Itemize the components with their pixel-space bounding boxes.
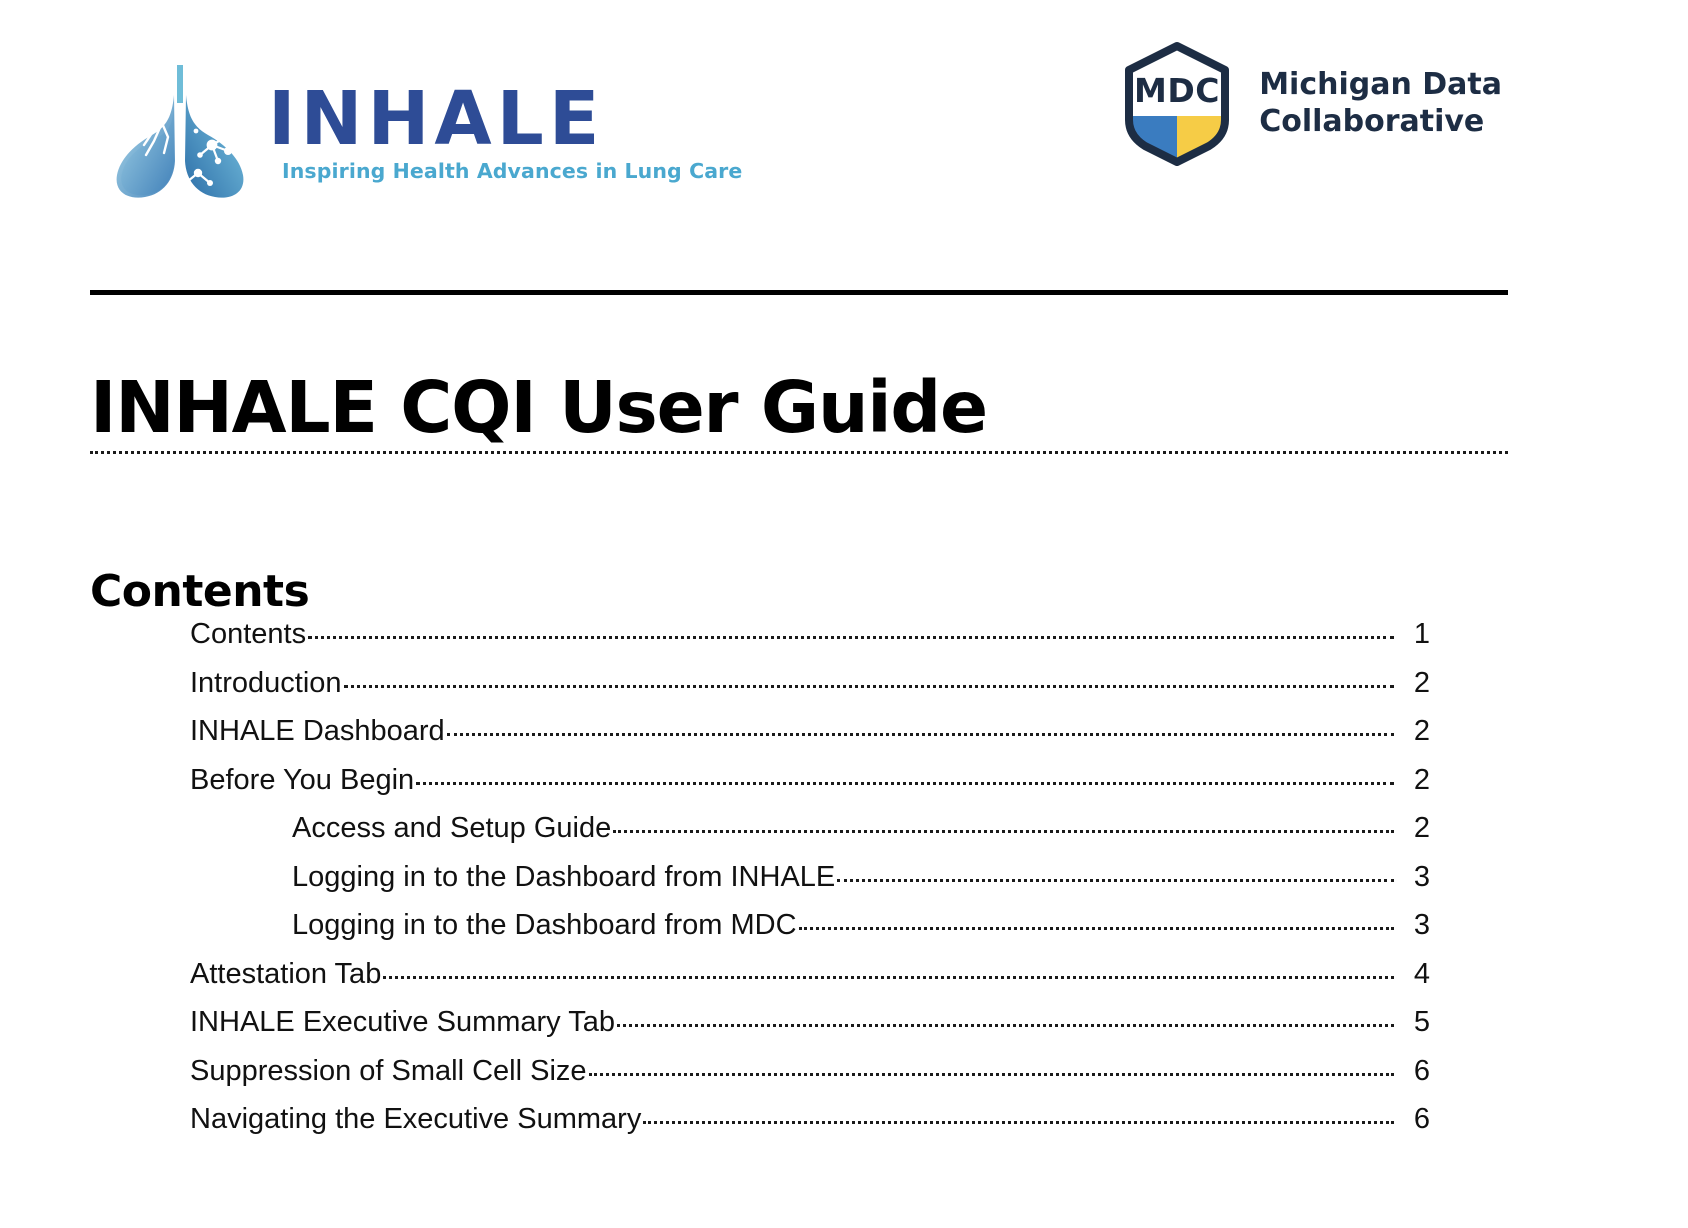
toc-dot-leader (617, 1023, 1394, 1027)
document-header (0, 0, 1688, 245)
title-top-rule (90, 290, 1508, 295)
toc-entry-page-number: 1 (1413, 618, 1430, 650)
toc-dot-leader (447, 732, 1394, 736)
toc-dot-leader (613, 829, 1394, 833)
mdc-org-line-1: Michigan Data (1259, 67, 1502, 103)
toc-dot-leader (416, 781, 1394, 785)
toc-entry-page-number: 3 (1413, 909, 1430, 941)
table-of-contents (190, 610, 1430, 1144)
toc-entry-label: Logging in to the Dashboard from MDC (292, 909, 797, 941)
toc-entry-page-number: 4 (1413, 957, 1430, 990)
toc-entry-label: Suppression of Small Cell Size (190, 1054, 587, 1087)
toc-entry[interactable] (190, 659, 1430, 708)
toc-entry-page-number: 5 (1413, 1006, 1430, 1038)
mdc-shield-icon (1117, 40, 1237, 168)
mdc-logo (1117, 40, 1502, 168)
toc-dot-leader (344, 684, 1394, 688)
toc-entry-page-number: 3 (1413, 860, 1430, 893)
toc-entry-label: Before You Begin (190, 763, 415, 796)
toc-entry-label: Introduction (190, 666, 342, 699)
page-title: INHALE CQI User Guide (90, 365, 988, 449)
inhale-wordmark (268, 67, 742, 183)
toc-entry-page-number: 2 (1413, 666, 1430, 699)
toc-entry[interactable] (190, 950, 1430, 999)
toc-entry[interactable] (190, 756, 1430, 805)
toc-dot-leader (799, 926, 1394, 930)
toc-entry[interactable] (190, 901, 1430, 950)
toc-entry-label: INHALE Executive Summary Tab (190, 1006, 615, 1038)
toc-entry-label: Logging in to the Dashboard from INHALE (292, 860, 836, 893)
toc-dot-leader (383, 975, 1394, 979)
inhale-logo (100, 45, 742, 205)
toc-entry-page-number: 6 (1413, 1054, 1430, 1087)
toc-dot-leader (643, 1120, 1394, 1124)
toc-entry-label: Access and Setup Guide (292, 812, 612, 844)
toc-entry-label: INHALE Dashboard (190, 715, 445, 747)
toc-entry[interactable] (190, 1095, 1430, 1144)
toc-entry[interactable] (190, 998, 1430, 1047)
contents-heading: Contents (90, 565, 310, 617)
lungs-icon (100, 45, 260, 205)
toc-entry[interactable] (190, 1047, 1430, 1096)
title-bottom-dotted-rule (90, 451, 1508, 454)
toc-entry-label: Attestation Tab (190, 957, 382, 990)
toc-entry[interactable] (190, 707, 1430, 756)
toc-entry[interactable] (190, 610, 1430, 659)
toc-dot-leader (589, 1072, 1394, 1076)
toc-entry-page-number: 6 (1413, 1103, 1430, 1135)
toc-entry-label: Navigating the Executive Summary (190, 1103, 642, 1135)
svg-text:MDC: MDC (1134, 71, 1221, 110)
toc-dot-leader (837, 878, 1394, 882)
toc-entry-page-number: 2 (1413, 763, 1430, 796)
toc-entry-page-number: 2 (1413, 812, 1430, 844)
mdc-org-line-2: Collaborative (1259, 104, 1485, 139)
mdc-org-name (1259, 67, 1502, 140)
toc-entry[interactable] (190, 804, 1430, 853)
inhale-name: INHALE (268, 75, 605, 162)
toc-dot-leader (308, 635, 1394, 639)
inhale-tagline: Inspiring Health Advances in Lung Care (282, 159, 743, 184)
toc-entry[interactable] (190, 853, 1430, 902)
toc-entry-label: Contents (190, 618, 307, 650)
toc-entry-page-number: 2 (1413, 715, 1430, 747)
